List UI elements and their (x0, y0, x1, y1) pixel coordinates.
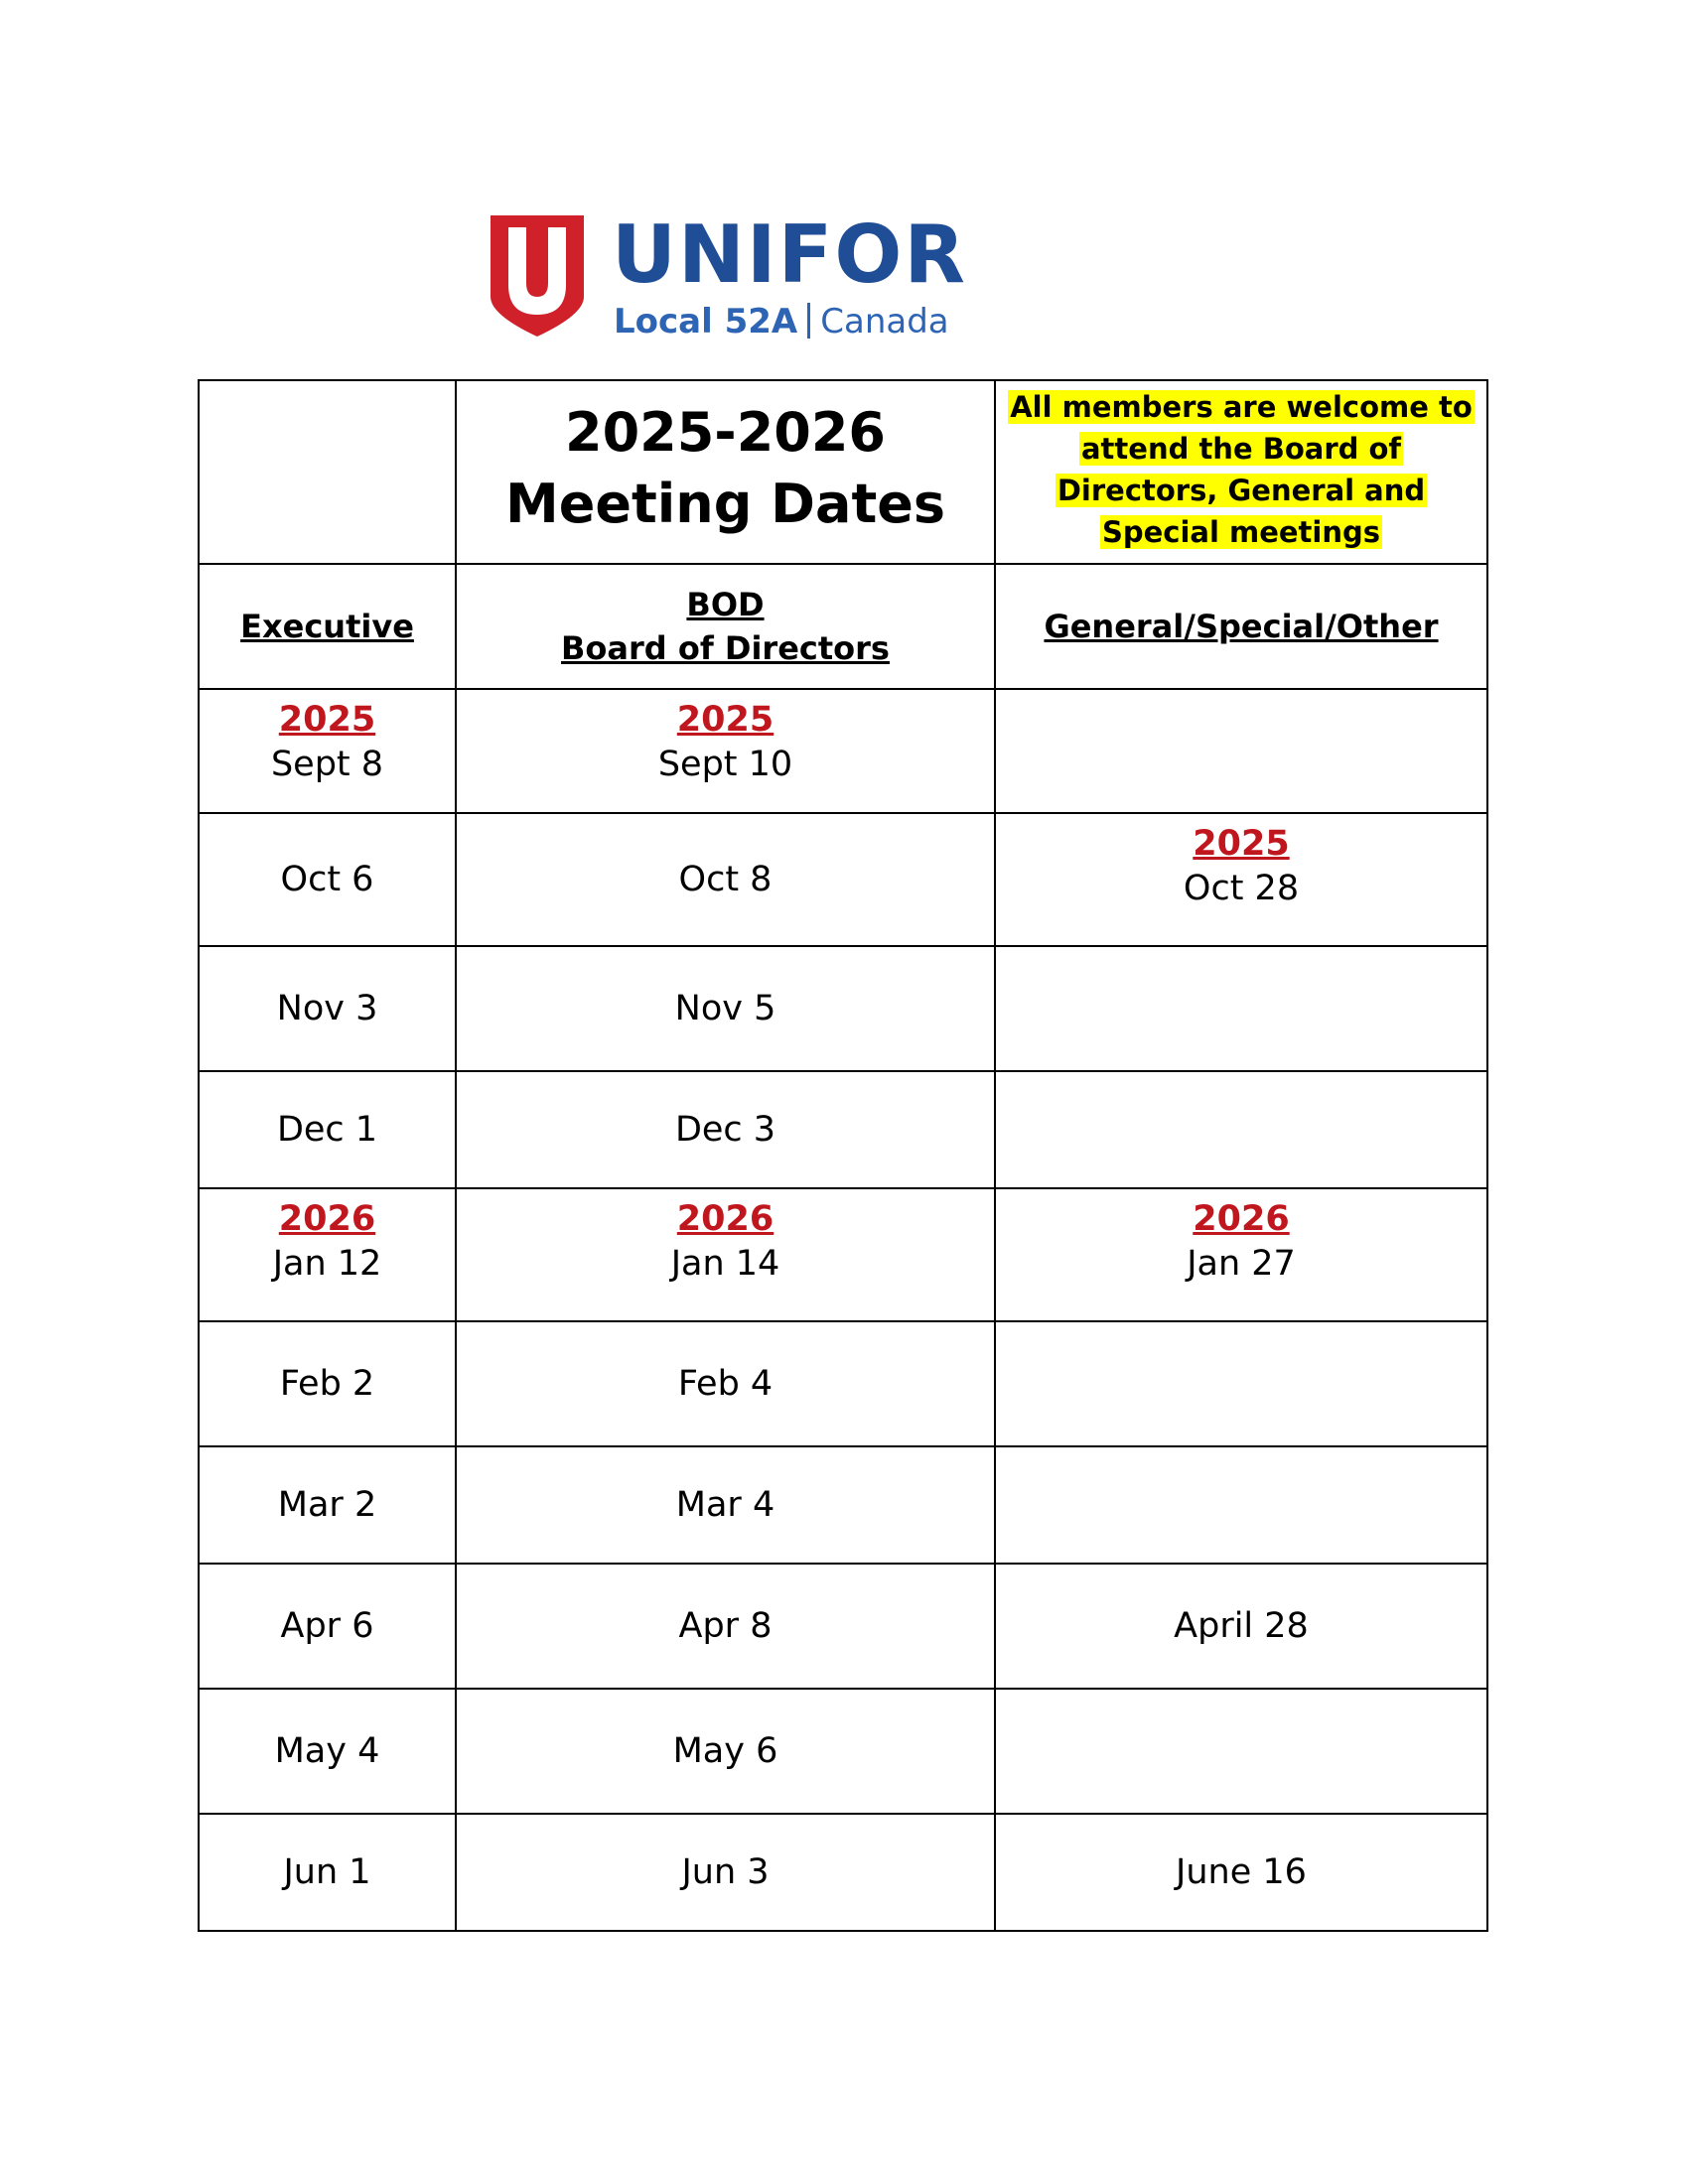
executive-cell (199, 1188, 456, 1321)
meeting-date: Nov 3 (276, 989, 378, 1028)
empty-corner-cell (199, 380, 456, 564)
executive-cell (199, 1689, 456, 1814)
meeting-date: Jan 14 (670, 1244, 780, 1284)
table-row (199, 813, 1487, 946)
members-welcome-notice: All members are welcome to attend the Board of Directors, General and Special meetings (1010, 389, 1473, 549)
table-row (199, 946, 1487, 1071)
executive-cell (199, 1446, 456, 1564)
general-cell (995, 1446, 1487, 1564)
meeting-date: April 28 (1174, 1606, 1309, 1646)
table-row (199, 1188, 1487, 1321)
title-years: 2025-2026 (565, 400, 886, 464)
brand-name: UNIFOR (612, 208, 967, 301)
brand-subtitle (614, 300, 949, 343)
bod-cell (456, 1814, 995, 1931)
header-executive (199, 564, 456, 689)
separator-bar (807, 303, 810, 339)
title-cell (456, 380, 995, 564)
meeting-date: Dec 3 (674, 1110, 776, 1150)
meeting-date: Oct 6 (280, 860, 374, 899)
title-row (199, 380, 1487, 564)
meeting-date: Oct 28 (1183, 869, 1300, 908)
year-label: 2026 (1193, 1199, 1290, 1239)
year-label: 2026 (278, 1199, 376, 1239)
table-row (199, 1446, 1487, 1564)
meeting-date: Mar 2 (277, 1485, 377, 1525)
bod-heading: BOD (686, 586, 765, 623)
meeting-date: Apr 8 (678, 1606, 773, 1646)
general-cell (995, 1321, 1487, 1446)
notice-cell (995, 380, 1487, 564)
bod-cell (456, 813, 995, 946)
meeting-date: Jan 27 (1187, 1244, 1296, 1284)
general-cell (995, 946, 1487, 1071)
meeting-date: May 4 (274, 1731, 380, 1771)
column-header-row (199, 564, 1487, 689)
country-name: Canada (820, 302, 949, 341)
year-label: 2025 (1193, 824, 1290, 864)
bod-cell (456, 689, 995, 813)
page-title (457, 397, 994, 540)
general-cell (995, 1188, 1487, 1321)
bod-cell (456, 1564, 995, 1689)
bod-cell (456, 1188, 995, 1321)
meeting-date: May 6 (672, 1731, 778, 1771)
table-row (199, 1564, 1487, 1689)
meeting-date: Jun 3 (681, 1852, 770, 1892)
meeting-date: Sept 10 (657, 745, 793, 784)
local-name: Local 52A (614, 302, 798, 341)
table-row (199, 1689, 1487, 1814)
bod-cell (456, 1071, 995, 1188)
bod-full-heading: Board of Directors (561, 629, 890, 667)
meeting-schedule-table (198, 379, 1488, 1932)
meeting-date: Apr 6 (280, 1606, 374, 1646)
header-bod (456, 564, 995, 689)
executive-cell (199, 1321, 456, 1446)
general-cell (995, 1071, 1487, 1188)
year-label: 2025 (676, 700, 774, 740)
executive-cell (199, 813, 456, 946)
bod-cell (456, 1446, 995, 1564)
bod-cell (456, 1689, 995, 1814)
general-cell (995, 689, 1487, 813)
executive-cell (199, 1071, 456, 1188)
meeting-date: Feb 4 (677, 1364, 774, 1404)
unifor-shield-icon (487, 211, 588, 339)
bod-cell (456, 1321, 995, 1446)
year-label: 2026 (676, 1199, 774, 1239)
table-row (199, 1814, 1487, 1931)
meeting-date: Dec 1 (276, 1110, 378, 1150)
meeting-date: Mar 4 (675, 1485, 775, 1525)
meeting-date: Jan 12 (272, 1244, 382, 1284)
meeting-date: Jun 1 (283, 1852, 371, 1892)
executive-cell (199, 689, 456, 813)
title-text: Meeting Dates (504, 472, 946, 535)
meeting-date: Nov 5 (674, 989, 776, 1028)
table-row (199, 689, 1487, 813)
year-label: 2025 (278, 700, 376, 740)
executive-cell (199, 946, 456, 1071)
table-row (199, 1321, 1487, 1446)
executive-cell (199, 1564, 456, 1689)
general-heading: General/Special/Other (1044, 608, 1439, 645)
executive-cell (199, 1814, 456, 1931)
unifor-logo (487, 208, 967, 347)
header-general (995, 564, 1487, 689)
general-cell (995, 1814, 1487, 1931)
meeting-date: Oct 8 (678, 860, 773, 899)
table-row (199, 1071, 1487, 1188)
general-cell (995, 813, 1487, 946)
bod-cell (456, 946, 995, 1071)
general-cell (995, 1689, 1487, 1814)
executive-heading: Executive (240, 608, 414, 645)
meeting-date: Feb 2 (279, 1364, 375, 1404)
general-cell (995, 1564, 1487, 1689)
meeting-date: Sept 8 (270, 745, 384, 784)
meeting-date: June 16 (1176, 1852, 1307, 1892)
